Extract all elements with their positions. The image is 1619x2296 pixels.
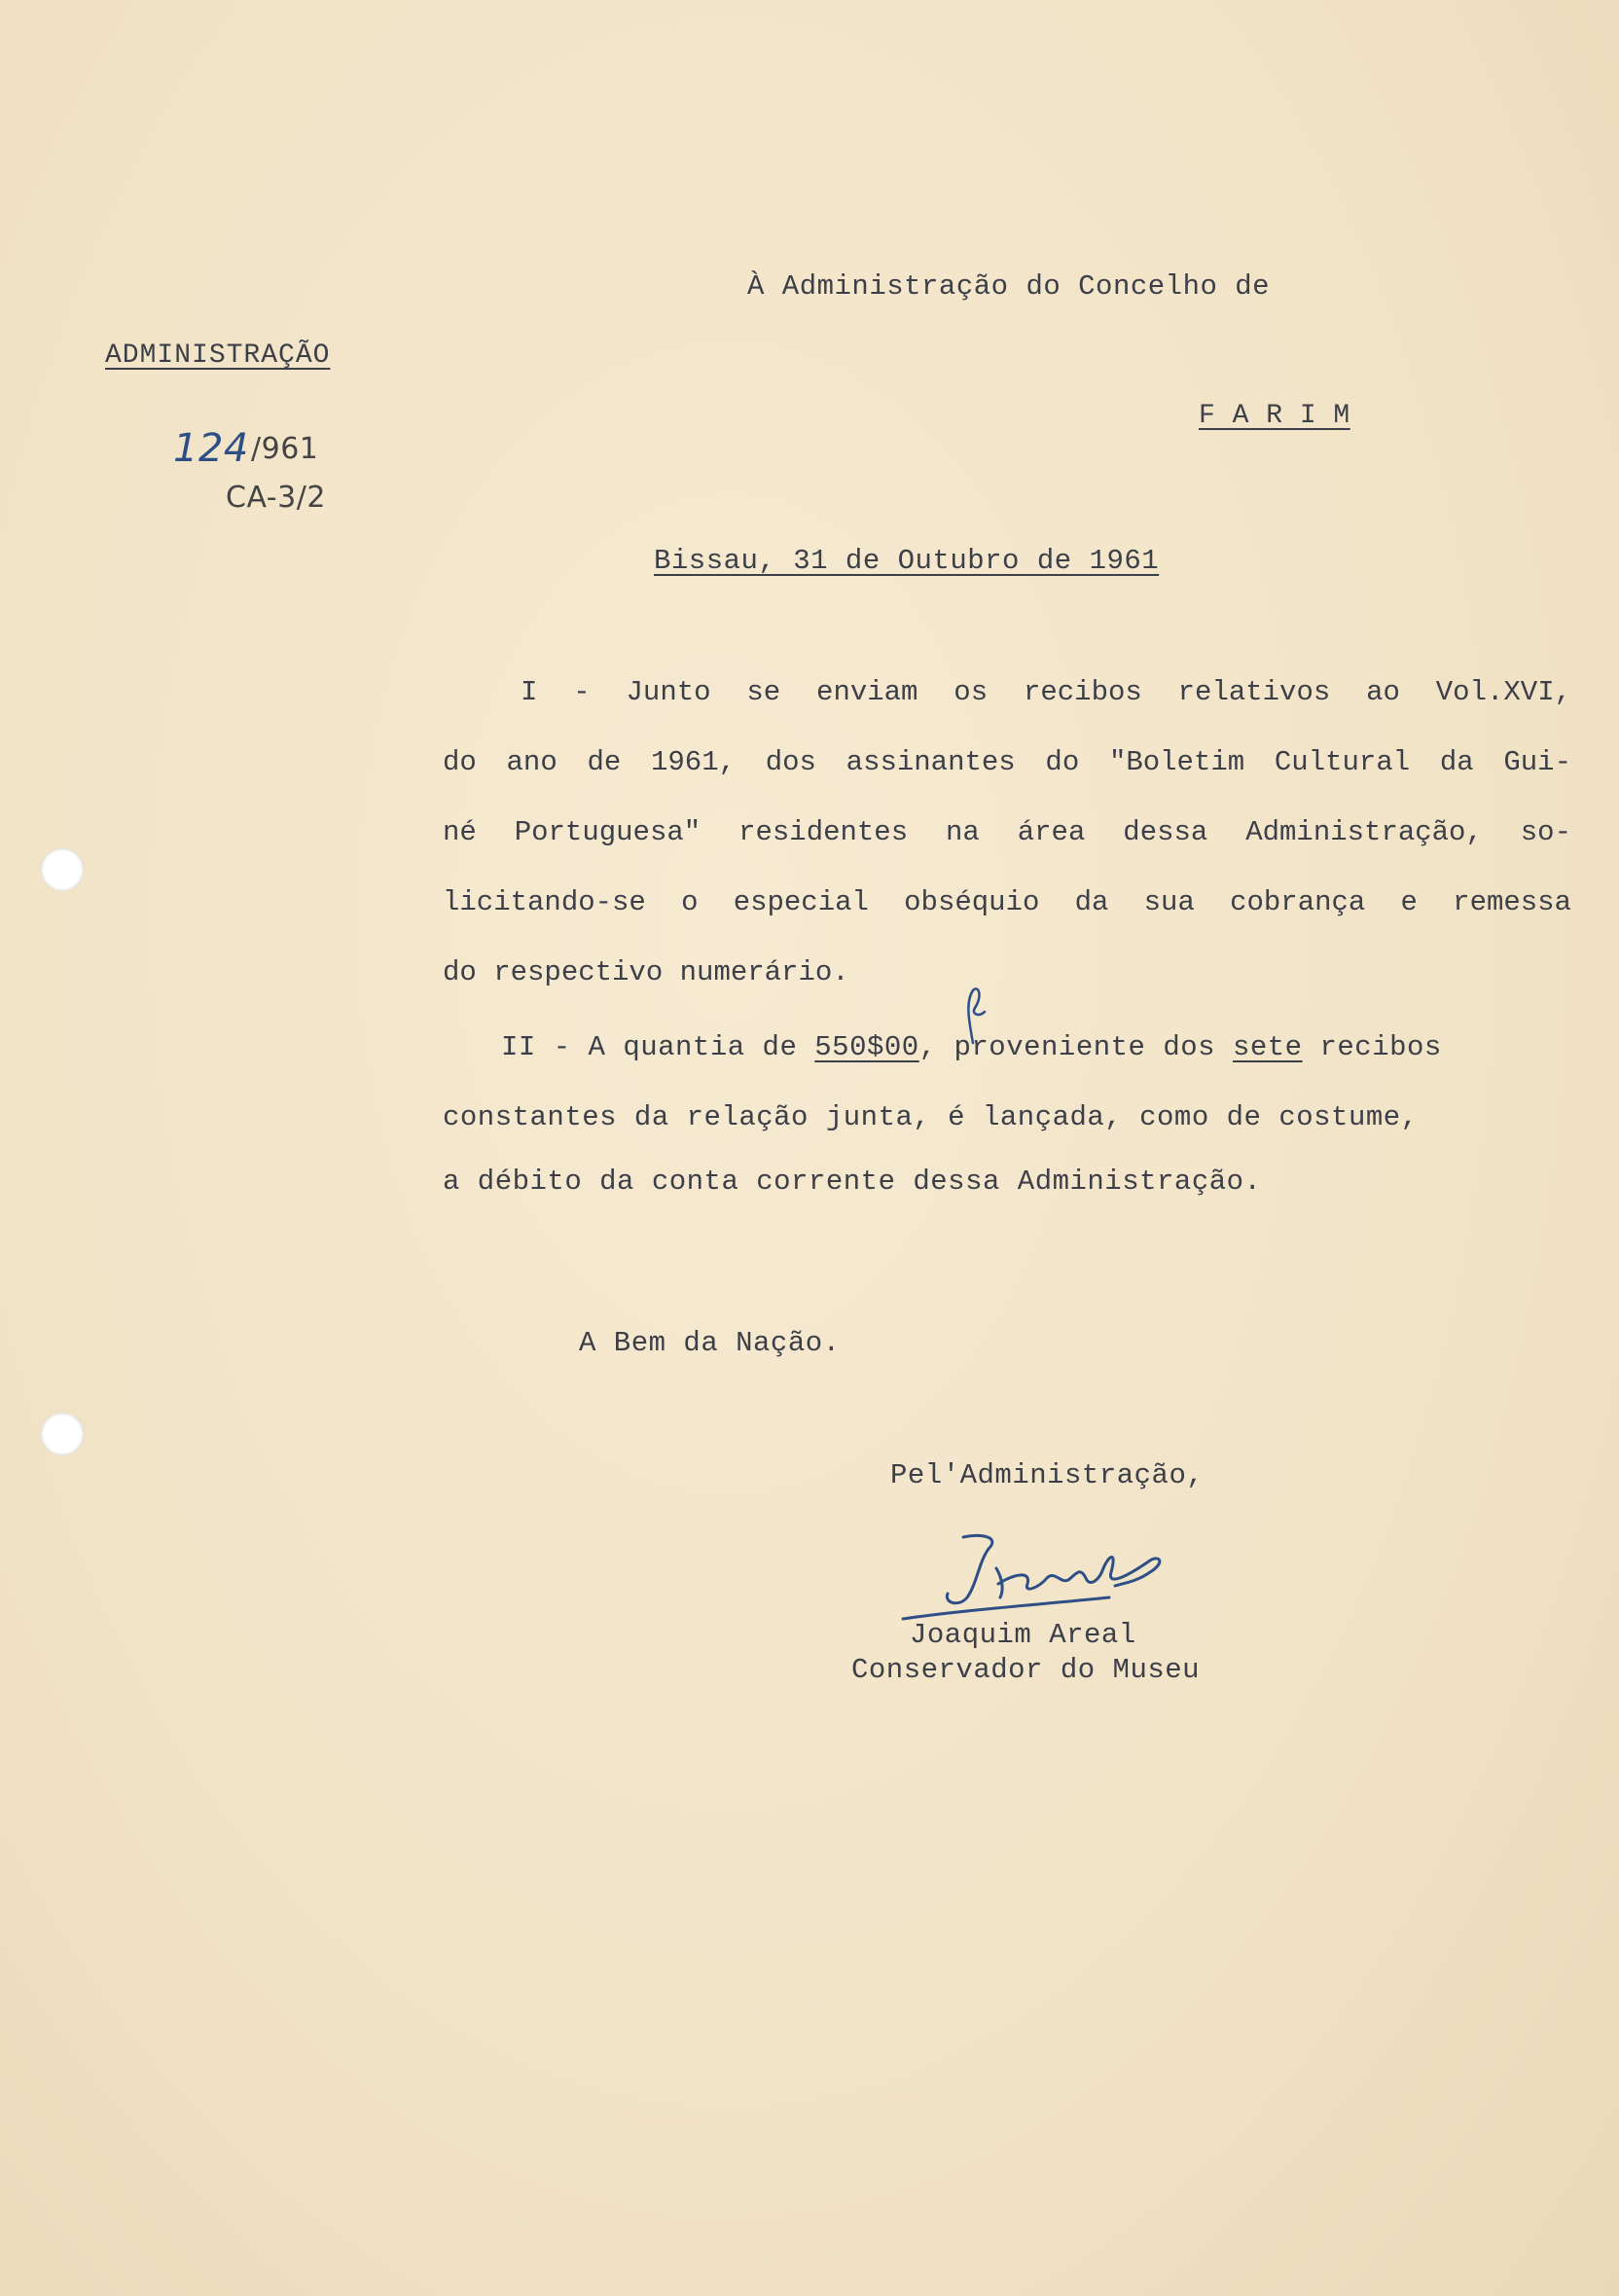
office-label: ADMINISTRAÇÃO [105, 341, 331, 371]
amount-value: 550$00 [814, 1031, 919, 1063]
addressee-place: F A R I M [1199, 401, 1350, 431]
reference-number: 124 [173, 426, 249, 471]
paragraph-1-line-5: do respectivo numerário. [443, 956, 849, 988]
on-behalf-line: Pel'Administração, [890, 1459, 1205, 1491]
paragraph-1 [443, 658, 1571, 1008]
paragraph-2-suffix: recibos [1302, 1031, 1442, 1063]
paragraph-2-line-2: constantes da relação junta, é lançada, como de costume, [443, 1101, 1419, 1133]
reference-code: CA-3/2 [226, 481, 326, 515]
salutation: A Bem da Nação. [579, 1327, 841, 1359]
handwritten-mark-icon [944, 983, 1002, 1051]
paragraph-1-line-4: licitando-se o especial obséquio da sua cobrança e remessa [443, 886, 1571, 918]
paragraph-1-line-3: né Portuguesa" residentes na área dessa Administração, so- [443, 816, 1571, 848]
signer-title: Conservador do Museu [851, 1654, 1201, 1686]
paragraph-1-line-2: do ano de 1961, dos assinantes do "Boletim Cultural da Gui- [443, 746, 1571, 778]
receipt-count: sete [1232, 1031, 1303, 1063]
reference-year: /961 [251, 432, 319, 466]
signer-name: Joaquim Areal [910, 1619, 1136, 1651]
paragraph-2-prefix: II - A quantia de [501, 1031, 815, 1063]
date-line: Bissau, 31 de Outubro de 1961 [654, 545, 1160, 577]
paragraph-2-line-3: a débito da conta corrente dessa Administração. [443, 1166, 1262, 1198]
punch-hole-top [41, 848, 84, 891]
addressee-line: À Administração do Concelho de [747, 270, 1271, 303]
paragraph-2-mid: , proveniente dos [918, 1031, 1233, 1063]
punch-hole-bottom [41, 1413, 84, 1455]
paragraph-1-line-1: I - Junto se enviam os recibos relativos ao Vol.XVI, [521, 676, 1571, 708]
